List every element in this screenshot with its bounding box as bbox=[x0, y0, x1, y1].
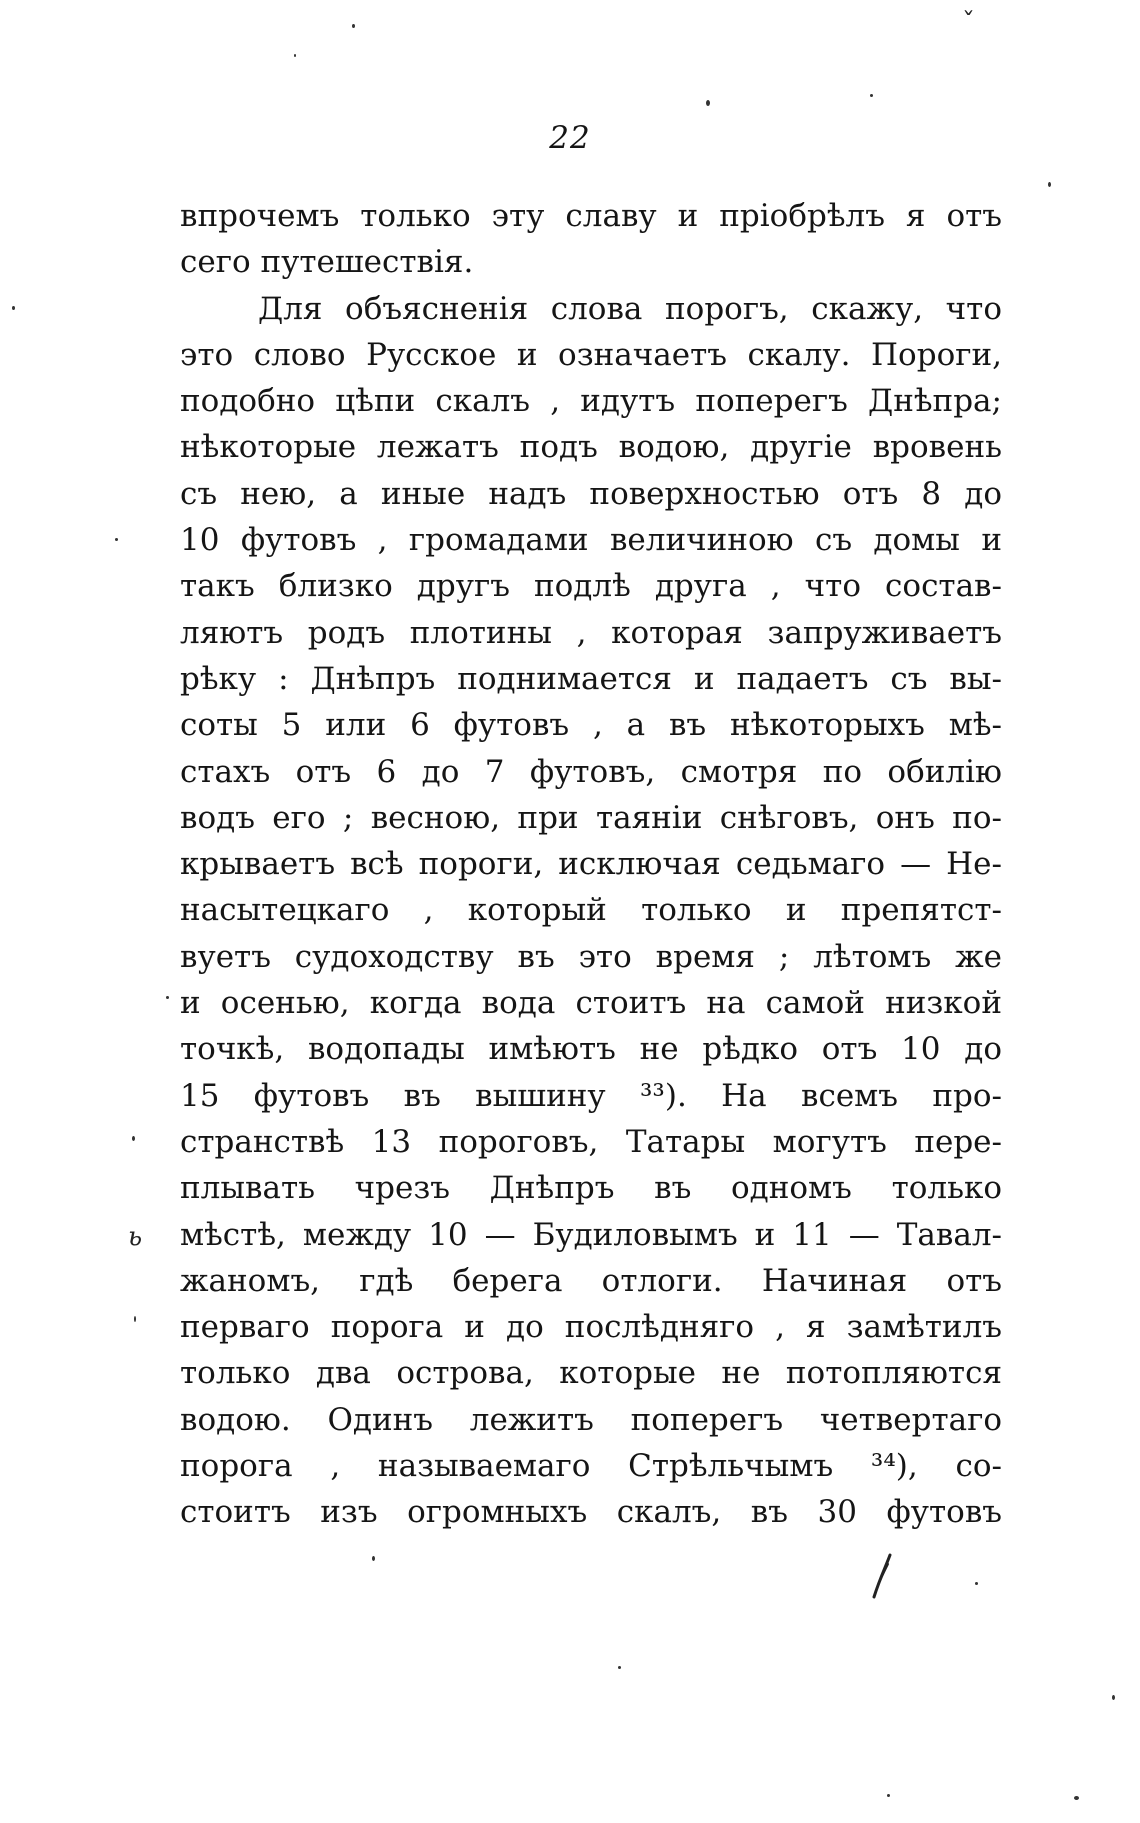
text-line: сего путешествія. bbox=[180, 244, 474, 281]
text-line: водъ его ; весною, при таяніи снѣговъ, онъ по- bbox=[180, 799, 1002, 836]
text-line: и осенью, когда вода стоитъ на самой низкой bbox=[180, 985, 1002, 1022]
body-text bbox=[180, 193, 1002, 1536]
text-line: жаномъ, гдѣ берега отлоги. Начиная отъ bbox=[180, 1262, 1002, 1299]
text-line: Для объясненія слова порогъ, скажу, что bbox=[258, 290, 1002, 327]
text-line: точкѣ, водопады имѣютъ не рѣдко отъ 10 до bbox=[180, 1031, 1002, 1068]
scan-speck bbox=[706, 100, 710, 106]
scan-speck bbox=[1074, 1796, 1079, 1800]
scan-speck bbox=[115, 538, 118, 541]
text-line: впрочемъ только эту славу и пріобрѣлъ я отъ bbox=[180, 198, 1002, 234]
scan-speck bbox=[975, 1582, 978, 1585]
text-line: вуетъ судоходству въ это время ; лѣтомъ же bbox=[180, 938, 1002, 975]
scan-speck bbox=[1048, 182, 1051, 187]
scan-speck bbox=[294, 54, 296, 57]
text-line: странствѣ 13 пороговъ, Татары могутъ пере- bbox=[180, 1123, 1002, 1160]
text-line: съ нею, а иные надъ поверхностью отъ 8 до bbox=[180, 475, 1002, 512]
text-line: стоитъ изъ огромныхъ скалъ, въ 30 футовъ bbox=[180, 1494, 1002, 1531]
text-line: порога , называемаго Стрѣльчымъ ³⁴), со- bbox=[180, 1448, 1002, 1485]
scan-speck bbox=[12, 306, 15, 310]
text-line: нѣкоторые лежатъ подъ водою, другіе вровень bbox=[180, 429, 1002, 466]
text-line: стахъ отъ 6 до 7 футовъ, смотря по обилію bbox=[180, 753, 1002, 790]
text-line: это слово Русское и означаетъ скалу. Пороги, bbox=[180, 336, 1002, 373]
text-line: плывать чрезъ Днѣпръ въ одномъ только bbox=[180, 1170, 1002, 1207]
text-line: водою. Одинъ лежитъ поперегъ четвертаго bbox=[180, 1401, 1002, 1438]
scan-speck bbox=[887, 1794, 890, 1797]
scan-speck bbox=[132, 1136, 135, 1141]
pen-stroke-path bbox=[877, 1564, 888, 1588]
text-line: мѣстѣ, между 10 — Будиловымъ и 11 — Тавал- bbox=[180, 1216, 1002, 1253]
scan-speck bbox=[618, 1666, 621, 1669]
text-line: 10 футовъ , громадами величиною съ домы и bbox=[180, 522, 1002, 559]
margin-mark-top-right: ˇ bbox=[962, 8, 975, 38]
text-line: только два острова, которые не потопляются bbox=[180, 1355, 1002, 1392]
scan-speck bbox=[352, 24, 355, 28]
pen-stroke-mark bbox=[868, 1552, 896, 1602]
text-line: такъ близко другъ подлѣ друга , что состав- bbox=[180, 568, 1002, 605]
scan-speck bbox=[1112, 1695, 1115, 1700]
text-line: перваго порога и до послѣдняго , я замѣтилъ bbox=[180, 1309, 1002, 1346]
text-line: насытецкаго , который только и препятст- bbox=[180, 892, 1002, 929]
text-line: 15 футовъ въ вышину ³³). На всемъ про- bbox=[180, 1077, 1002, 1114]
text-line: подобно цѣпи скалъ , идутъ поперегъ Днѣпра; bbox=[180, 383, 1002, 420]
scan-speck bbox=[166, 996, 169, 999]
text-line: ляютъ родъ плотины , которая запруживаетъ bbox=[180, 614, 1002, 651]
margin-mark-left: ь bbox=[128, 1222, 143, 1252]
text-line: крываетъ всѣ пороги, исключая седьмаго — Не- bbox=[180, 846, 1002, 883]
text-line: рѣку : Днѣпръ поднимается и падаетъ съ вы- bbox=[180, 660, 1002, 697]
text-line: соты 5 или 6 футовъ , а въ нѣкоторыхъ мѣ- bbox=[180, 707, 1002, 744]
scan-speck bbox=[134, 1316, 136, 1322]
page-number: 22 bbox=[549, 120, 591, 156]
scan-speck bbox=[372, 1556, 375, 1561]
scan-speck bbox=[870, 94, 873, 97]
